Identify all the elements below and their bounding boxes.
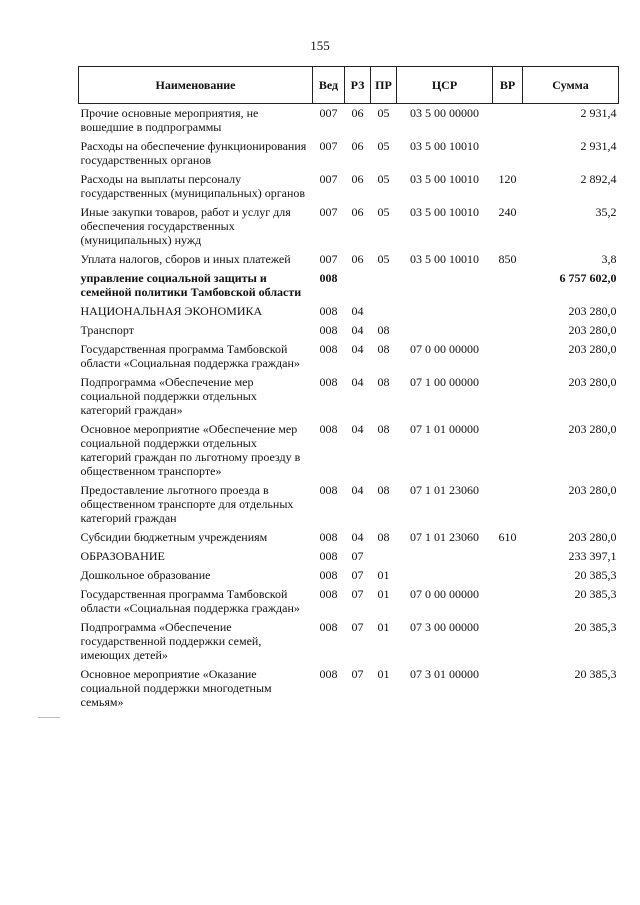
cell-vr	[493, 323, 523, 342]
table-row	[79, 205, 619, 252]
cell-vr	[493, 587, 523, 620]
cell-vr	[493, 549, 523, 568]
cell-vr	[493, 620, 523, 667]
cell-sum: 2 931,4	[580, 106, 617, 120]
cell-pr: 08	[377, 375, 390, 389]
cell-pr	[371, 304, 397, 323]
cell-ved: 008	[319, 375, 338, 389]
cell-rz: 07	[351, 587, 364, 601]
cell-rz: 06	[351, 252, 364, 266]
table-row	[79, 271, 619, 304]
header-ved: Вед	[313, 67, 345, 104]
cell-rz: 04	[351, 483, 364, 497]
cell-csr: 07 0 00 00000	[410, 587, 479, 601]
cell-ved: 008	[319, 620, 338, 634]
cell-name: Подпрограмма «Обеспечение мер социальной поддержки отдельных категорий граждан»	[80, 375, 257, 417]
cell-pr: 01	[377, 587, 390, 601]
cell-name: Иные закупки товаров, работ и услуг для обеспечения государственных (муниципальных) нужд	[80, 205, 291, 247]
cell-rz: 06	[351, 172, 364, 186]
cell-ved: 008	[319, 271, 338, 285]
table-body	[79, 104, 619, 715]
cell-csr: 03 5 00 10010	[410, 139, 479, 153]
cell-sum: 3,8	[601, 252, 617, 266]
cell-name: Основное мероприятие «Обеспечение мер социальной поддержки отдельных категорий граждан по льготному проезду в общественном транспорте»	[80, 422, 301, 478]
cell-vr	[493, 271, 523, 304]
cell-pr: 01	[377, 620, 390, 634]
cell-ved: 007	[319, 172, 338, 186]
cell-pr: 08	[377, 483, 390, 497]
cell-csr	[397, 568, 493, 587]
cell-vr	[493, 667, 523, 714]
cell-name: ОБРАЗОВАНИЕ	[80, 549, 165, 563]
cell-name: управление социальной защиты и семейной политики Тамбовской области	[80, 271, 302, 299]
table-row	[79, 667, 619, 714]
cell-name: Субсидии бюджетным учреждениям	[80, 530, 268, 544]
cell-ved: 008	[319, 342, 338, 356]
cell-rz: 06	[351, 139, 364, 153]
cell-csr	[397, 271, 493, 304]
cell-pr: 08	[377, 422, 390, 436]
cell-csr	[397, 323, 493, 342]
cell-sum: 2 892,4	[580, 172, 617, 186]
cell-sum: 203 280,0	[568, 483, 617, 497]
cell-rz: 07	[351, 620, 364, 634]
cell-csr: 07 1 01 23060	[410, 483, 479, 497]
cell-sum: 203 280,0	[568, 375, 617, 389]
cell-ved: 008	[319, 667, 338, 681]
header-rz: РЗ	[345, 67, 371, 104]
cell-vr: 240	[498, 205, 517, 219]
cell-csr: 07 1 01 00000	[410, 422, 479, 436]
cell-rz: 07	[351, 568, 364, 582]
cell-sum: 35,2	[595, 205, 617, 219]
cell-pr: 08	[377, 530, 390, 544]
cell-vr: 850	[498, 252, 517, 266]
cell-name: Расходы на обеспечение функционирования государственных органов	[80, 139, 307, 167]
table-row	[79, 549, 619, 568]
cell-csr: 03 5 00 10010	[410, 172, 479, 186]
cell-vr	[493, 304, 523, 323]
cell-name: Государственная программа Тамбовской области «Социальная поддержка граждан»	[80, 342, 300, 370]
cell-pr: 08	[377, 342, 390, 356]
cell-vr	[493, 139, 523, 172]
cell-rz: 04	[351, 323, 364, 337]
cell-name: Расходы на выплаты персоналу государственных (муниципальных) органов	[80, 172, 306, 200]
cell-ved: 008	[319, 549, 338, 563]
cell-rz: 07	[351, 549, 364, 563]
cell-ved: 008	[319, 422, 338, 436]
cell-pr: 05	[377, 205, 390, 219]
header-name: Наименование	[79, 67, 313, 104]
table-row	[79, 104, 619, 140]
cell-rz: 06	[351, 205, 364, 219]
cell-ved: 008	[319, 568, 338, 582]
table-row	[79, 139, 619, 172]
cell-ved: 008	[319, 304, 338, 318]
cell-rz: 04	[351, 530, 364, 544]
cell-name: Предоставление льготного проезда в общественном транспорте для отдельных категорий граждан	[80, 483, 294, 525]
cell-pr: 05	[377, 252, 390, 266]
table-row	[79, 422, 619, 483]
cell-name: Дошкольное образование	[80, 568, 211, 582]
header-csr: ЦСР	[397, 67, 493, 104]
cell-sum: 6 757 602,0	[559, 271, 617, 285]
cell-rz: 04	[351, 422, 364, 436]
cell-pr: 01	[377, 667, 390, 681]
table-row	[79, 304, 619, 323]
cell-csr: 07 3 01 00000	[410, 667, 479, 681]
cell-csr	[397, 304, 493, 323]
cell-ved: 008	[319, 587, 338, 601]
cell-csr: 03 5 00 10010	[410, 252, 479, 266]
cell-name: Прочие основные мероприятия, не вошедшие в подпрограммы	[80, 106, 259, 134]
cell-sum: 20 385,3	[574, 568, 617, 582]
header-pr: ПР	[371, 67, 397, 104]
cell-rz: 04	[351, 304, 364, 318]
cell-csr: 03 5 00 10010	[410, 205, 479, 219]
cell-name: Основное мероприятие «Оказание социальной поддержки многодетным семьям»	[80, 667, 272, 709]
table-row	[79, 375, 619, 422]
cell-vr	[493, 375, 523, 422]
cell-pr: 05	[377, 172, 390, 186]
cell-rz: 07	[351, 667, 364, 681]
cell-pr: 01	[377, 568, 390, 582]
cell-sum: 203 280,0	[568, 342, 617, 356]
cell-sum: 203 280,0	[568, 422, 617, 436]
table-row	[79, 172, 619, 205]
cell-vr: 610	[498, 530, 517, 544]
cell-ved: 007	[319, 139, 338, 153]
cell-sum: 20 385,3	[574, 667, 617, 681]
cell-ved: 007	[319, 252, 338, 266]
cell-name: Уплата налогов, сборов и иных платежей	[80, 252, 291, 266]
cell-name: Транспорт	[80, 323, 134, 337]
cell-pr: 05	[377, 139, 390, 153]
cell-rz: 04	[351, 375, 364, 389]
cell-vr	[493, 422, 523, 483]
cell-sum: 203 280,0	[568, 530, 617, 544]
table-row	[79, 620, 619, 667]
cell-name: Государственная программа Тамбовской области «Социальная поддержка граждан»	[80, 587, 300, 615]
cell-ved: 007	[319, 205, 338, 219]
cell-vr	[493, 104, 523, 140]
cell-ved: 008	[319, 530, 338, 544]
cell-csr: 03 5 00 00000	[410, 106, 479, 120]
margin-mark	[38, 717, 60, 718]
cell-ved: 008	[319, 483, 338, 497]
cell-name: НАЦИОНАЛЬНАЯ ЭКОНОМИКА	[80, 304, 263, 318]
cell-sum: 2 931,4	[580, 139, 617, 153]
budget-table	[78, 66, 619, 714]
cell-rz: 04	[351, 342, 364, 356]
cell-pr	[371, 271, 397, 304]
cell-csr: 07 3 00 00000	[410, 620, 479, 634]
cell-sum: 233 397,1	[568, 549, 617, 563]
header-sum: Сумма	[523, 67, 619, 104]
cell-csr: 07 0 00 00000	[410, 342, 479, 356]
cell-sum: 20 385,3	[574, 587, 617, 601]
page-number: 155	[310, 38, 330, 53]
table-row	[79, 530, 619, 549]
cell-pr: 08	[377, 323, 390, 337]
table-row	[79, 483, 619, 530]
cell-vr	[493, 342, 523, 375]
cell-csr	[397, 549, 493, 568]
cell-ved: 007	[319, 106, 338, 120]
cell-sum: 20 385,3	[574, 620, 617, 634]
cell-vr: 120	[498, 172, 517, 186]
cell-name: Подпрограмма «Обеспечение государственной поддержки семей, имеющих детей»	[80, 620, 262, 662]
table-row	[79, 252, 619, 271]
cell-ved: 008	[319, 323, 338, 337]
cell-sum: 203 280,0	[568, 304, 617, 318]
table-row	[79, 568, 619, 587]
table-header	[79, 67, 619, 104]
cell-pr	[371, 549, 397, 568]
table-row	[79, 342, 619, 375]
cell-vr	[493, 568, 523, 587]
cell-sum: 203 280,0	[568, 323, 617, 337]
cell-rz	[345, 271, 371, 304]
cell-pr: 05	[377, 106, 390, 120]
cell-csr: 07 1 00 00000	[410, 375, 479, 389]
cell-rz: 06	[351, 106, 364, 120]
cell-csr: 07 1 01 23060	[410, 530, 479, 544]
table-row	[79, 587, 619, 620]
header-vr: ВР	[493, 67, 523, 104]
cell-vr	[493, 483, 523, 530]
table-row	[79, 323, 619, 342]
